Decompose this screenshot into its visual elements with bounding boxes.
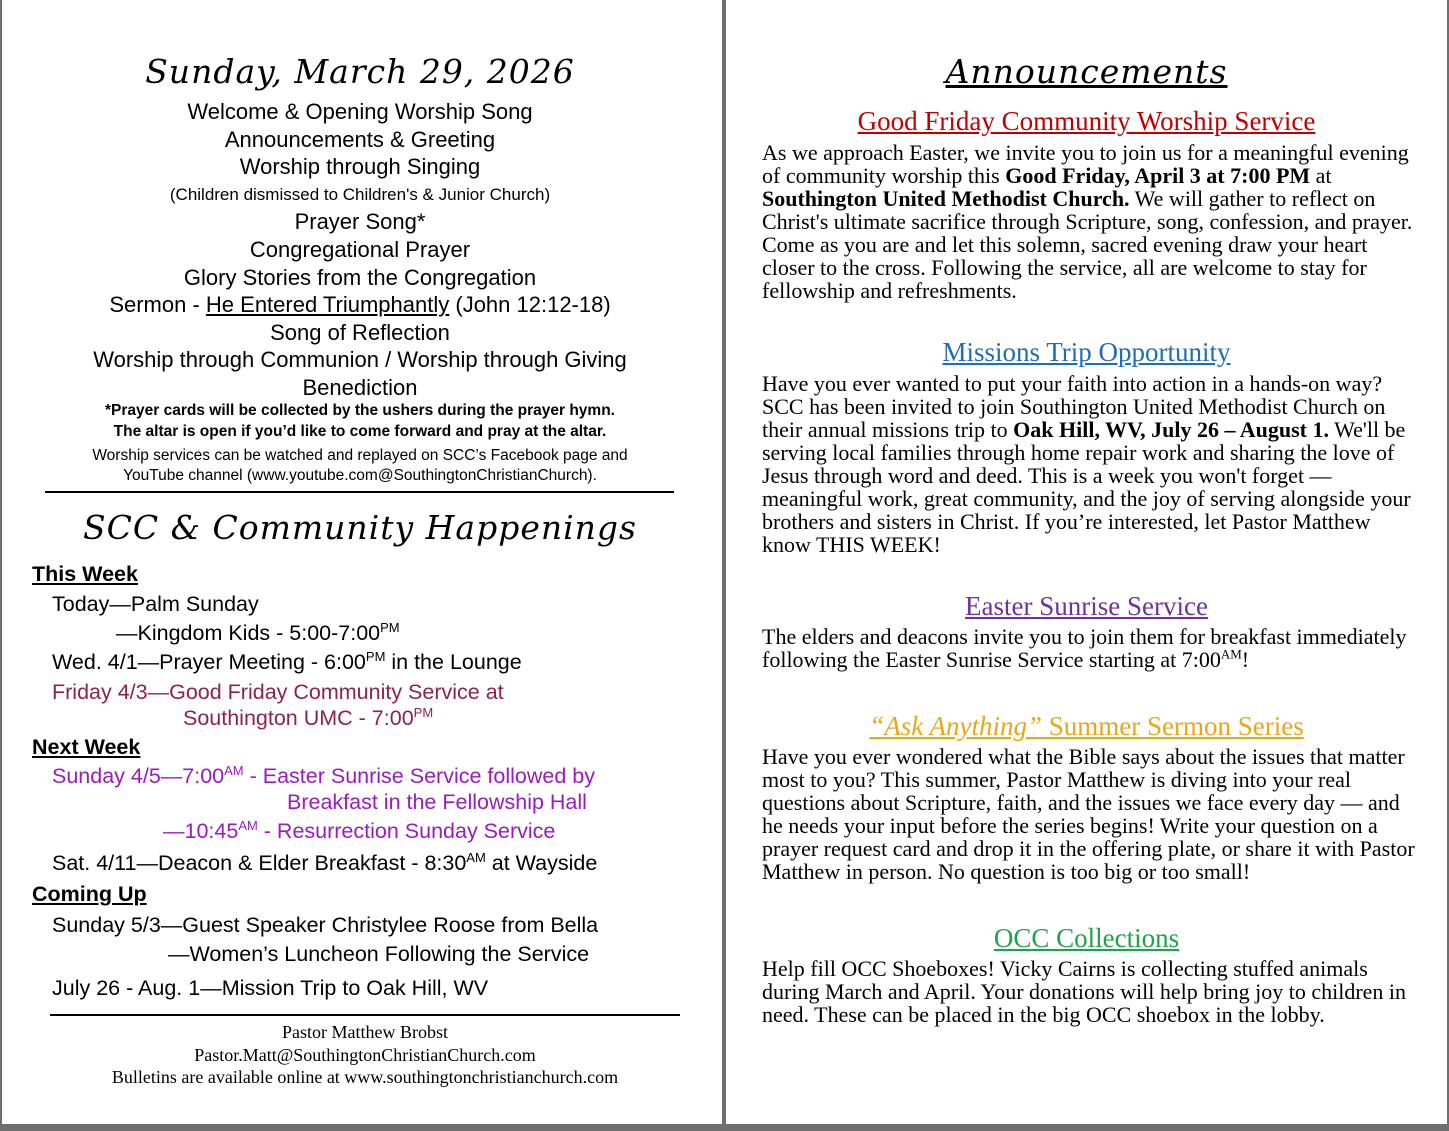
this-week-heading: This Week bbox=[32, 562, 138, 586]
prayer-note bbox=[2, 400, 718, 442]
event-mission-trip: July 26 - Aug. 1—Mission Trip to Oak Hill, WV bbox=[52, 976, 489, 1000]
event-text: at Wayside bbox=[485, 851, 598, 875]
heading-text: Summer Sermon Series bbox=[1042, 711, 1304, 741]
heading-italic: “Ask Anything” bbox=[869, 711, 1043, 741]
event-easter-sunrise bbox=[52, 763, 595, 789]
event-text: - Resurrection Sunday Service bbox=[257, 819, 556, 843]
next-week-heading: Next Week bbox=[32, 735, 141, 759]
easter-sunrise-heading: Easter Sunrise Service bbox=[965, 591, 1208, 621]
order-item: Worship through Singing bbox=[239, 154, 481, 180]
event-good-friday: Friday 4/3—Good Friday Community Service at bbox=[52, 680, 504, 704]
order-item: Song of Reflection bbox=[270, 319, 450, 345]
occ-heading: OCC Collections bbox=[993, 923, 1180, 953]
ask-anything-heading bbox=[726, 710, 1447, 742]
right-page bbox=[726, 0, 1447, 1124]
missions-heading: Missions Trip Opportunity bbox=[942, 337, 1231, 367]
body-text: We'll be serving local families through home repair work and sharing the love of Jesus through word and deed. This is a week you won't forget — meaningful work, great community, and the joy of serving alongside your brothers and sisters in Christ. If you’re interested, let Pastor Matthew know THIS WEEK! bbox=[762, 417, 1411, 557]
event-text: Wed. 4/1—Prayer Meeting - 6:00 bbox=[52, 650, 366, 674]
order-of-worship bbox=[2, 98, 718, 402]
order-item: Worship through Communion / Worship through Giving bbox=[93, 347, 627, 373]
pastor-email: Pastor.Matt@SouthingtonChristianChurch.com bbox=[194, 1044, 536, 1065]
good-friday-body bbox=[762, 141, 1422, 302]
order-item: Prayer Song* bbox=[294, 209, 426, 235]
happenings-title: SCC & Community Happenings bbox=[83, 508, 637, 547]
livestream-line: YouTube channel (www.youtube.com@SouthingtonChristianChurch). bbox=[123, 467, 597, 484]
event-kingdom-kids bbox=[116, 620, 400, 646]
body-text: The elders and deacons invite you to join them for breakfast immediately following the Easter Sunrise Service starting at 7:00 bbox=[762, 624, 1407, 672]
ask-anything-body: Have you ever wondered what the Bible says about the issues that matter most to you? This summer, Pastor Matthew is diving into your real questions about Scripture, faith, and the issues we face every day — and he needs your input before the series begins! Write your question on a prayer request card and drop it in the offering plate, or share it with Pastor Matthew in person. No question is too big or too small! bbox=[762, 744, 1415, 884]
body-bold: Southington United Methodist Church. bbox=[762, 186, 1130, 211]
event-text: in the Lounge bbox=[385, 650, 522, 674]
event-text: Sunday 4/5—7:00 bbox=[52, 764, 225, 788]
event-today: Today—Palm Sunday bbox=[52, 592, 259, 616]
event-text: —10:45 bbox=[163, 819, 239, 843]
order-item: Welcome & Opening Worship Song bbox=[187, 99, 533, 124]
time-suffix: AM bbox=[466, 849, 486, 865]
body-text: at bbox=[1310, 163, 1332, 188]
time-suffix: PM bbox=[413, 704, 434, 720]
event-text: —Kingdom Kids - 5:00-7:00 bbox=[116, 621, 381, 645]
livestream-note bbox=[2, 446, 718, 486]
easter-sunrise-body bbox=[762, 625, 1422, 671]
event-womens-luncheon: —Women’s Luncheon Following the Service bbox=[168, 942, 590, 966]
body-text: We will gather to reflect on Christ's ultimate sacrifice through Scripture, song, confession, and prayer. Come as you are and let this solemn, sacred evening draw your heart closer to the cross. Following the service, all are welcome to stay for fellowship and refreshments. bbox=[762, 186, 1413, 303]
body-text: Have you ever wanted to put your faith into action in a hands-on way? SCC has been invited to join Southington United Methodist Church on their annual missions trip to bbox=[762, 371, 1386, 442]
good-friday-heading: Good Friday Community Worship Service bbox=[857, 106, 1316, 136]
sermon-prefix: Sermon - bbox=[109, 292, 206, 318]
time-suffix: PM bbox=[365, 648, 386, 664]
time-suffix: PM bbox=[380, 619, 400, 635]
order-item: Glory Stories from the Congregation bbox=[183, 264, 537, 290]
livestream-line: Worship services can be watched and replayed on SCC’s Facebook page and bbox=[92, 447, 628, 464]
sermon-title: He Entered Triumphantly bbox=[205, 292, 450, 318]
order-item: (Children dismissed to Children's & Junior Church) bbox=[169, 184, 551, 204]
sermon-scripture: (John 12:12-18) bbox=[449, 292, 611, 318]
missions-body bbox=[762, 372, 1422, 556]
event-text: - Easter Sunrise Service followed by bbox=[243, 764, 595, 788]
prayer-note-line: *Prayer cards will be collected by the ushers during the prayer hymn. bbox=[105, 402, 615, 419]
divider bbox=[50, 1014, 680, 1016]
time-suffix: AM bbox=[1220, 646, 1242, 662]
prayer-note-line: The altar is open if you’d like to come forward and pray at the altar. bbox=[113, 423, 607, 440]
body-text: ! bbox=[1241, 647, 1250, 672]
body-bold: Good Friday, April 3 at 7:00 PM bbox=[1005, 163, 1311, 188]
occ-body: Help fill OCC Shoeboxes! Vicky Cairns is collecting stuffed animals during March and April. Your donations will help bring joy to children in need. These can be placed in the big OCC shoebox in the lobby. bbox=[762, 956, 1407, 1027]
event-prayer-meeting bbox=[52, 649, 522, 675]
event-text: Southington UMC - 7:00 bbox=[183, 706, 414, 730]
bulletins-note: Bulletins are available online at www.southingtonchristianchurch.com bbox=[111, 1067, 619, 1087]
body-bold: Oak Hill, WV, July 26 – August 1. bbox=[1013, 417, 1329, 442]
event-elder-breakfast bbox=[52, 850, 597, 876]
event-resurrection-service bbox=[163, 818, 555, 844]
sermon-item bbox=[2, 291, 718, 319]
date-title: Sunday, March 29, 2026 bbox=[145, 52, 575, 91]
announcements-title: Announcements bbox=[945, 52, 1228, 91]
order-item: Benediction bbox=[302, 374, 418, 400]
order-item: Announcements & Greeting bbox=[224, 126, 496, 152]
coming-up-heading: Coming Up bbox=[32, 882, 147, 906]
event-guest-speaker: Sunday 5/3—Guest Speaker Christylee Roose from Bella bbox=[52, 913, 599, 937]
order-item: Congregational Prayer bbox=[249, 236, 471, 262]
event-easter-breakfast: Breakfast in the Fellowship Hall bbox=[287, 790, 587, 814]
body-text: As we approach Easter, we invite you to join us for a meaningful evening of community worship this bbox=[762, 140, 1409, 188]
time-suffix: AM bbox=[238, 817, 258, 833]
event-text: Sat. 4/11—Deacon & Elder Breakfast - 8:30 bbox=[52, 851, 467, 875]
event-good-friday-location bbox=[183, 705, 433, 731]
left-page bbox=[2, 0, 722, 1124]
time-suffix: AM bbox=[224, 762, 244, 778]
divider bbox=[45, 491, 674, 493]
footer bbox=[2, 1021, 728, 1089]
pastor-name: Pastor Matthew Brobst bbox=[282, 1022, 448, 1042]
